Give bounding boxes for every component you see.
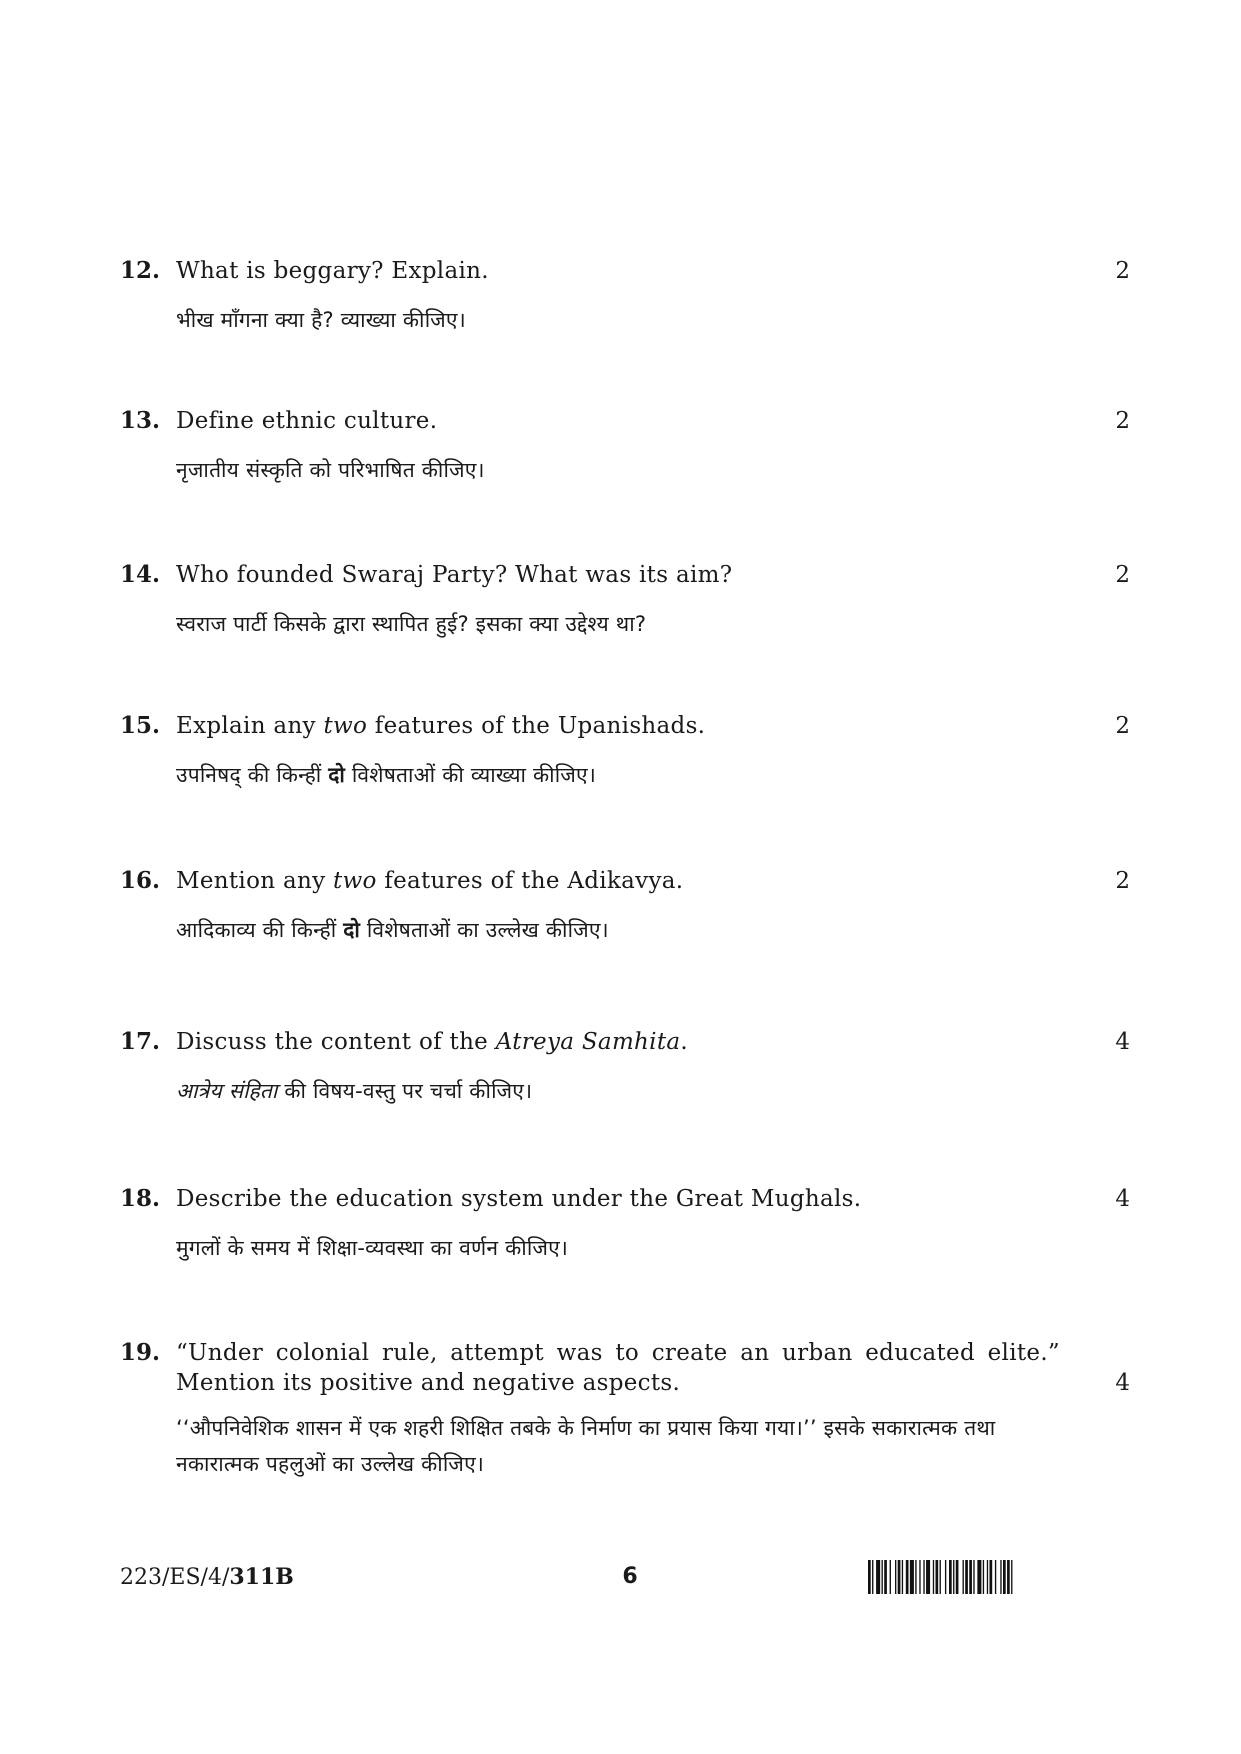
question-text-hindi [176, 912, 1130, 948]
text-run: Who founded Swaraj Party? What was its aim? [176, 562, 733, 588]
text-run: भीख माँगना क्या है? व्याख्या कीजिए। [176, 308, 466, 332]
question-text-english [176, 256, 1130, 286]
text-run: नृजातीय संस्कृति को परिभाषित कीजिए। [176, 458, 485, 482]
question-number: 15. [120, 712, 161, 739]
text-run: की विषय-वस्तु पर चर्चा कीजिए। [277, 1079, 533, 1103]
question-marks: 4 [1115, 1029, 1130, 1055]
question-number: 12. [120, 257, 161, 284]
text-run-bold: दो [328, 763, 346, 787]
text-run: features of the Upanishads. [367, 713, 706, 739]
text-run: “Under colonial rule, attempt was to create an urban educated elite.” Mention its positive and negative aspects. [176, 1340, 1060, 1396]
question-number: 17. [120, 1028, 161, 1055]
text-run: Define ethnic culture. [176, 408, 438, 434]
text-run: विशेषताओं की व्याख्या कीजिए। [345, 763, 596, 787]
question-text-hindi [176, 606, 1130, 642]
question-number: 18. [120, 1185, 161, 1212]
question-marks: 2 [1115, 258, 1130, 284]
text-run: आदिकाव्य की किन्हीं [176, 918, 344, 942]
text-run: विशेषताओं का उल्लेख कीजिए। [360, 918, 609, 942]
question-17 [120, 1027, 1130, 1109]
question-text-english [176, 406, 1130, 436]
text-run-bold: दो [343, 918, 361, 942]
question-number: 14. [120, 561, 161, 588]
text-run-italic: Atreya Samhita [495, 1029, 681, 1055]
question-19 [120, 1338, 1130, 1482]
question-13 [120, 406, 1130, 488]
text-run: Describe the education system under the Great Mughals. [176, 1186, 862, 1212]
text-run: What is beggary? Explain. [176, 258, 489, 284]
question-number: 13. [120, 407, 161, 434]
question-marks: 2 [1115, 713, 1130, 739]
question-marks: 4 [1115, 1370, 1130, 1396]
text-run: features of the Adikavya. [376, 868, 684, 894]
question-english-row [120, 711, 1130, 741]
question-number: 19. [120, 1339, 161, 1366]
text-run: Mention any [176, 868, 333, 894]
text-run-italic: आत्रेय संहिता [176, 1079, 278, 1103]
question-text-hindi [176, 1073, 1130, 1109]
question-english-row [120, 560, 1130, 590]
text-run: . [680, 1029, 689, 1055]
text-run: मुगलों के समय में शिक्षा-व्यवस्था का वर्णन कीजिए। [176, 1236, 569, 1260]
question-18 [120, 1184, 1130, 1266]
text-run: उपनिषद् की किन्हीं [176, 763, 329, 787]
question-number: 16. [120, 867, 161, 894]
question-text-hindi [176, 302, 1130, 338]
question-text-english [176, 1027, 1130, 1057]
question-marks: 4 [1115, 1186, 1130, 1212]
question-marks: 2 [1115, 408, 1130, 434]
question-text-hindi [176, 452, 1130, 488]
text-run: स्वराज पार्टी किसके द्वारा स्थापित हुई? इसका क्या उद्देश्य था? [176, 612, 647, 636]
question-text-english [176, 711, 1130, 741]
question-15 [120, 711, 1130, 793]
question-english-row [120, 1027, 1130, 1057]
text-run: Explain any [176, 713, 324, 739]
paper-code-suffix: 311B [229, 1564, 294, 1590]
question-english-row [120, 1338, 1130, 1398]
text-run: Discuss the content of the [176, 1029, 496, 1055]
text-run: ‘‘औपनिवेशिक शासन में एक शहरी शिक्षित तबके के निर्माण का प्रयास किया गया।’’ इसके सकारात्मक तथा नकारात्मक पहलुओं का उल्लेख कीजिए। [176, 1416, 996, 1476]
question-english-row [120, 256, 1130, 286]
text-run-italic: two [323, 713, 368, 739]
question-text-english [176, 1338, 1130, 1398]
question-marks: 2 [1115, 562, 1130, 588]
text-run-italic: two [332, 868, 377, 894]
page-number: 6 [622, 1564, 638, 1589]
question-english-row [120, 866, 1130, 896]
question-marks: 2 [1115, 868, 1130, 894]
question-text-hindi [176, 1230, 1130, 1266]
paper-code-prefix: 223/ES/4/ [120, 1565, 230, 1590]
page-footer [120, 1560, 1130, 1596]
question-text-hindi [176, 757, 1130, 793]
paper-code [120, 1564, 294, 1590]
barcode-icon [868, 1560, 1130, 1594]
question-english-row [120, 406, 1130, 436]
question-text-english [176, 1184, 1130, 1214]
question-text-hindi [176, 1410, 1130, 1482]
question-english-row [120, 1184, 1130, 1214]
question-16 [120, 866, 1130, 948]
question-text-english [176, 560, 1130, 590]
question-text-english [176, 866, 1130, 896]
question-12 [120, 256, 1130, 338]
question-14 [120, 560, 1130, 642]
